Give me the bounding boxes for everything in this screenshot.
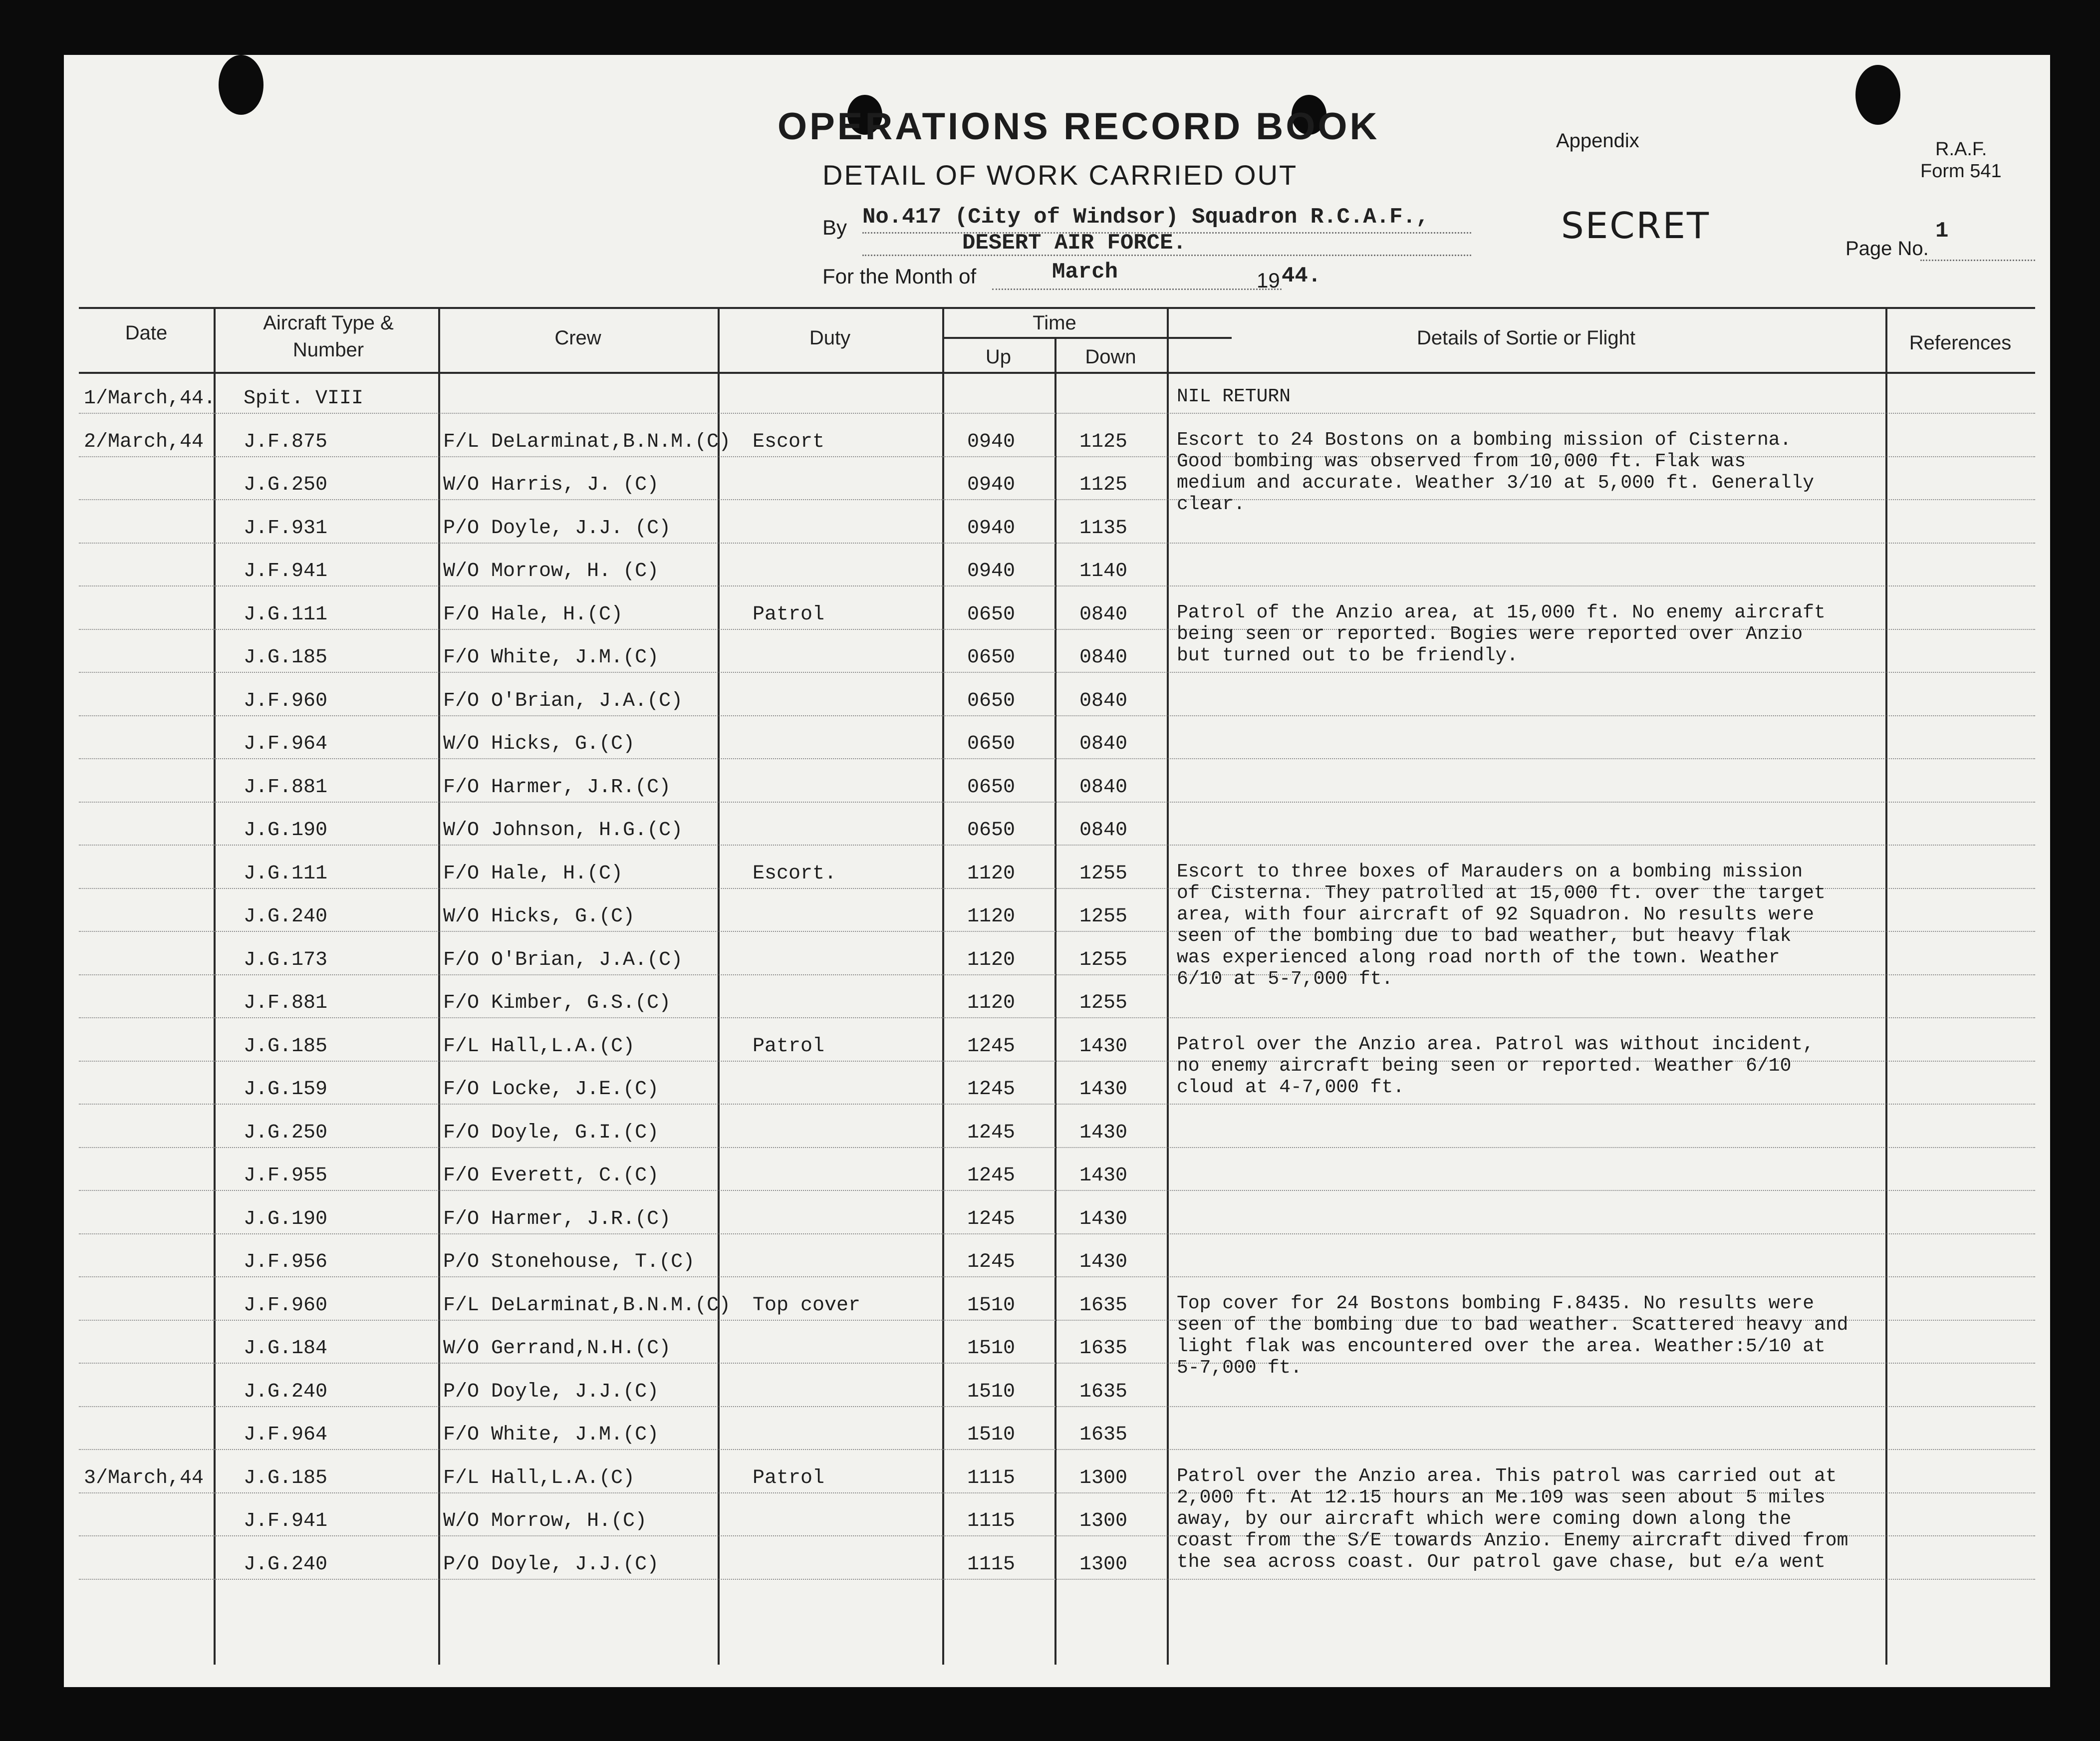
- time-up-cell: 0650: [967, 689, 1016, 712]
- time-up-cell: 1115: [967, 1510, 1016, 1532]
- crew-cell: F/O Doyle, G.I.(C): [443, 1121, 659, 1144]
- column-divider: [214, 307, 216, 1665]
- time-down-cell: 0840: [1079, 646, 1128, 669]
- crew-cell: W/O Johnson, H.G.(C): [443, 819, 683, 842]
- time-up-cell: 0650: [967, 603, 1016, 626]
- time-up-cell: 1245: [967, 1251, 1016, 1273]
- crew-cell: F/O Everett, C.(C): [443, 1164, 659, 1187]
- force-name: DESERT AIR FORCE.: [962, 231, 1186, 256]
- duty-cell: Patrol: [753, 1466, 825, 1489]
- duty-cell: Escort.: [753, 862, 837, 885]
- time-down-cell: 0840: [1079, 776, 1128, 799]
- duty-cell: Top cover: [753, 1294, 861, 1317]
- column-divider: [1885, 307, 1887, 1665]
- aircraft-cell: J.G.184: [244, 1337, 328, 1360]
- aircraft-cell: J.G.185: [244, 646, 328, 669]
- form-number: Form 541: [1920, 161, 2002, 182]
- time-up-cell: 1115: [967, 1466, 1016, 1489]
- row-rule: [79, 585, 2035, 586]
- column-divider: [942, 307, 944, 1665]
- column-header-date: Date: [125, 322, 168, 344]
- crew-cell: F/L DeLarminat,B.N.M.(C): [443, 430, 731, 453]
- time-up-cell: 1120: [967, 992, 1016, 1014]
- time-up-cell: 1245: [967, 1078, 1016, 1101]
- time-down-cell: 1255: [1079, 862, 1128, 885]
- crew-cell: P/O Doyle, J.J.(C): [443, 1553, 659, 1576]
- aircraft-cell: Spit. VIII: [244, 387, 364, 410]
- date-cell: 2/March,44: [84, 430, 204, 453]
- crew-cell: F/O White, J.M.(C): [443, 1424, 659, 1446]
- column-header-crew: Crew: [554, 327, 601, 349]
- time-down-cell: 1125: [1079, 474, 1128, 496]
- row-rule: [79, 1233, 2035, 1234]
- column-header-aircraft: Aircraft Type & Number: [263, 312, 394, 361]
- time-down-cell: 1635: [1079, 1380, 1128, 1403]
- aircraft-cell: J.F.941: [244, 1510, 328, 1532]
- punch-hole: [1855, 65, 1900, 125]
- crew-cell: W/O Gerrand,N.H.(C): [443, 1337, 671, 1360]
- time-up-cell: 0940: [967, 560, 1016, 582]
- aircraft-cell: J.F.964: [244, 1424, 328, 1446]
- appendix-label: Appendix: [1556, 130, 1639, 152]
- time-up-cell: 1120: [967, 862, 1016, 885]
- page-underline: [1920, 260, 2035, 261]
- duty-cell: Escort: [753, 430, 825, 453]
- punch-hole: [219, 55, 263, 115]
- row-rule: [79, 1449, 2035, 1450]
- squadron-name: No.417 (City of Windsor) Squadron R.C.A.F.,: [862, 205, 1429, 230]
- time-down-cell: 1255: [1079, 948, 1128, 971]
- aircraft-cell: J.F.941: [244, 560, 328, 582]
- duty-cell: Patrol: [753, 603, 825, 626]
- time-down-cell: 1430: [1079, 1078, 1128, 1101]
- row-rule: [79, 845, 2035, 846]
- classification-stamp: SECRET: [1561, 205, 1710, 247]
- date-cell: 1/March,44.: [84, 387, 216, 410]
- crew-cell: F/O Locke, J.E.(C): [443, 1078, 659, 1101]
- row-rule: [79, 1190, 2035, 1191]
- crew-cell: W/O Morrow, H. (C): [443, 560, 659, 582]
- page-number: 1: [1935, 219, 1949, 244]
- month-label: For the Month of: [822, 265, 977, 288]
- sortie-details-text: Escort to three boxes of Marauders on a bombing mission of Cisterna. They patrolled at 15,000 ft. over the target area, with four aircraft of 92 Squadron. No results were seen of the bombing due to bad weather, but heavy flak was experienced along road north of the town. Weather 6/10 at 5-7,000 ft.: [1177, 861, 1826, 990]
- time-up-cell: 0650: [967, 646, 1016, 669]
- row-rule: [79, 1104, 2035, 1105]
- page-label: Page No.: [1845, 238, 1929, 260]
- time-down-cell: 1255: [1079, 992, 1128, 1014]
- aircraft-cell: J.G.173: [244, 948, 328, 971]
- aircraft-cell: J.G.250: [244, 474, 328, 496]
- aircraft-cell: J.F.956: [244, 1251, 328, 1273]
- row-rule: [79, 1147, 2035, 1148]
- time-down-cell: 0840: [1079, 603, 1128, 626]
- time-up-cell: 1245: [967, 1121, 1016, 1144]
- column-header-time: Time: [1033, 312, 1076, 334]
- sortie-details-text: NIL RETURN: [1177, 386, 1291, 407]
- row-rule: [79, 802, 2035, 803]
- column-header-down: Down: [1085, 346, 1136, 368]
- aircraft-cell: J.G.159: [244, 1078, 328, 1101]
- time-down-cell: 1635: [1079, 1337, 1128, 1360]
- row-rule: [79, 1017, 2035, 1018]
- sortie-details-text: Patrol of the Anzio area, at 15,000 ft. No enemy aircraft being seen or reported. Bogies were reported over Anzio but turned out to be friendly.: [1177, 601, 1826, 666]
- time-up-cell: 1510: [967, 1424, 1016, 1446]
- crew-cell: F/O White, J.M.(C): [443, 646, 659, 669]
- time-down-cell: 1430: [1079, 1207, 1128, 1230]
- time-down-cell: 1300: [1079, 1466, 1128, 1489]
- aircraft-cell: J.G.190: [244, 819, 328, 842]
- time-down-cell: 1635: [1079, 1424, 1128, 1446]
- column-divider: [1167, 307, 1169, 1665]
- column-divider: [718, 307, 720, 1665]
- crew-cell: P/O Doyle, J.J.(C): [443, 1380, 659, 1403]
- crew-cell: F/O O'Brian, J.A.(C): [443, 689, 683, 712]
- aircraft-cell: J.F.964: [244, 733, 328, 755]
- aircraft-cell: J.F.881: [244, 992, 328, 1014]
- row-rule: [79, 715, 2035, 716]
- duty-cell: Patrol: [753, 1035, 825, 1058]
- row-rule: [79, 758, 2035, 759]
- month-underline: [992, 289, 1282, 290]
- time-down-cell: 1300: [1079, 1553, 1128, 1576]
- time-up-cell: 1120: [967, 905, 1016, 928]
- time-up-cell: 0650: [967, 776, 1016, 799]
- column-header-duty: Duty: [809, 327, 851, 349]
- column-header-references: References: [1909, 332, 2012, 354]
- crew-cell: F/L Hall,L.A.(C): [443, 1035, 635, 1058]
- time-up-cell: 1510: [967, 1380, 1016, 1403]
- time-up-cell: 1510: [967, 1294, 1016, 1317]
- time-up-cell: 1245: [967, 1164, 1016, 1187]
- row-rule: [79, 1276, 2035, 1277]
- crew-cell: F/O Hale, H.(C): [443, 862, 623, 885]
- crew-cell: W/O Morrow, H.(C): [443, 1510, 647, 1532]
- time-down-cell: 1125: [1079, 430, 1128, 453]
- sortie-details-text: Top cover for 24 Bostons bombing F.8435. No results were seen of the bombing due to bad weather. Scattered heavy and light flak was encountered over the area. Weather:5/10 at 5-7,000 ft.: [1177, 1292, 1848, 1379]
- crew-cell: W/O Hicks, G.(C): [443, 733, 635, 755]
- aircraft-cell: J.G.111: [244, 862, 328, 885]
- crew-cell: F/O Kimber, G.S.(C): [443, 992, 671, 1014]
- row-rule: [79, 413, 2035, 414]
- time-down-cell: 1430: [1079, 1251, 1128, 1273]
- record-sheet: [64, 55, 2050, 1687]
- time-up-cell: 0650: [967, 733, 1016, 755]
- aircraft-cell: J.F.875: [244, 430, 328, 453]
- crew-cell: F/O Hale, H.(C): [443, 603, 623, 626]
- time-down-cell: 1635: [1079, 1294, 1128, 1317]
- time-down-cell: 1140: [1079, 560, 1128, 582]
- crew-cell: W/O Hicks, G.(C): [443, 905, 635, 928]
- aircraft-cell: J.F.931: [244, 517, 328, 540]
- crew-cell: F/L DeLarminat,B.N.M.(C): [443, 1294, 731, 1317]
- sortie-details-text: Escort to 24 Bostons on a bombing mission of Cisterna. Good bombing was observed from 10,000 ft. Flak was medium and accurate. Weather 3/10 at 5,000 ft. Generally clear.: [1177, 429, 1815, 515]
- aircraft-cell: J.G.240: [244, 1380, 328, 1403]
- aircraft-cell: J.G.250: [244, 1121, 328, 1144]
- aircraft-cell: J.G.240: [244, 905, 328, 928]
- aircraft-cell: J.F.960: [244, 1294, 328, 1317]
- time-up-cell: 1120: [967, 948, 1016, 971]
- time-up-cell: 0940: [967, 474, 1016, 496]
- time-down-cell: 1430: [1079, 1164, 1128, 1187]
- column-header-details: Details of Sortie or Flight: [1417, 327, 1635, 349]
- time-up-cell: 1510: [967, 1337, 1016, 1360]
- aircraft-cell: J.G.240: [244, 1553, 328, 1576]
- time-up-cell: 0940: [967, 517, 1016, 540]
- raf-label: R.A.F.: [1935, 139, 1987, 160]
- row-rule: [79, 543, 2035, 544]
- time-up-cell: 1245: [967, 1035, 1016, 1058]
- time-down-cell: 1135: [1079, 517, 1128, 540]
- page-subtitle: DETAIL OF WORK CARRIED OUT: [822, 159, 1298, 191]
- row-rule: [79, 672, 2035, 673]
- time-down-cell: 1430: [1079, 1121, 1128, 1144]
- time-up-cell: 1245: [967, 1207, 1016, 1230]
- year-prefix: 19: [1257, 269, 1280, 292]
- sortie-details-text: Patrol over the Anzio area. Patrol was without incident, no enemy aircraft being seen or reported. Weather 6/10 cloud at 4-7,000 ft.: [1177, 1033, 1815, 1098]
- aircraft-cell: J.F.960: [244, 689, 328, 712]
- crew-cell: P/O Stonehouse, T.(C): [443, 1251, 695, 1273]
- crew-cell: W/O Harris, J. (C): [443, 474, 659, 496]
- page-title: OPERATIONS RECORD BOOK: [778, 105, 1380, 148]
- column-divider: [1054, 337, 1056, 1665]
- date-cell: 3/March,44: [84, 1466, 204, 1489]
- time-down-cell: 1430: [1079, 1035, 1128, 1058]
- aircraft-cell: J.G.185: [244, 1035, 328, 1058]
- time-up-cell: 1115: [967, 1553, 1016, 1576]
- crew-cell: F/L Hall,L.A.(C): [443, 1466, 635, 1489]
- row-rule: [79, 1579, 2035, 1580]
- crew-cell: F/O Harmer, J.R.(C): [443, 776, 671, 799]
- aircraft-cell: J.G.185: [244, 1466, 328, 1489]
- time-up-cell: 0650: [967, 819, 1016, 842]
- time-down-cell: 1300: [1079, 1510, 1128, 1532]
- header-bottom-rule: [79, 372, 2035, 374]
- aircraft-cell: J.G.111: [244, 603, 328, 626]
- aircraft-cell: J.F.881: [244, 776, 328, 799]
- year-suffix: 44.: [1282, 264, 1321, 289]
- time-down-cell: 0840: [1079, 819, 1128, 842]
- column-header-up: Up: [985, 346, 1012, 368]
- table-top-rule: [79, 307, 2035, 309]
- by-label: By: [822, 216, 847, 239]
- time-up-cell: 0940: [967, 430, 1016, 453]
- crew-cell: P/O Doyle, J.J. (C): [443, 517, 671, 540]
- time-down-cell: 0840: [1079, 733, 1128, 755]
- crew-cell: F/O Harmer, J.R.(C): [443, 1207, 671, 1230]
- crew-cell: F/O O'Brian, J.A.(C): [443, 948, 683, 971]
- column-divider: [438, 307, 440, 1665]
- aircraft-cell: J.G.190: [244, 1207, 328, 1230]
- month-value: March: [1052, 260, 1118, 285]
- aircraft-cell: J.F.955: [244, 1164, 328, 1187]
- time-down-cell: 1255: [1079, 905, 1128, 928]
- sortie-details-text: Patrol over the Anzio area. This patrol was carried out at 2,000 ft. At 12.15 hours an Me.109 was seen about 5 miles away, by our aircraft which were coming down along the coast from the S/E towards Anzio. Enemy aircraft dived from the sea across coast. Our patrol gave chase, but e/a went: [1177, 1465, 1848, 1573]
- row-rule: [79, 1406, 2035, 1407]
- time-down-cell: 0840: [1079, 689, 1128, 712]
